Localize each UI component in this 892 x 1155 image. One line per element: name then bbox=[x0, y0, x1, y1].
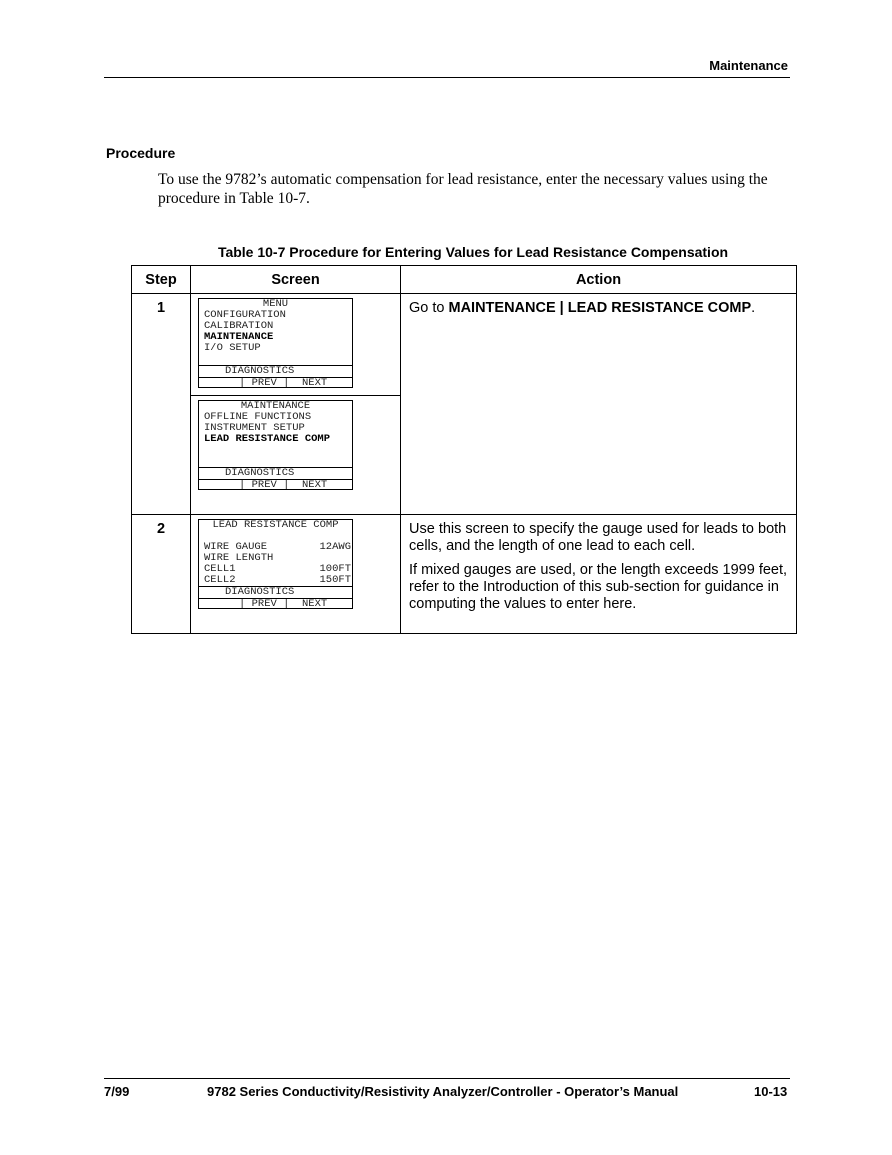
lcd-menu-item: CALIBRATION bbox=[204, 321, 274, 332]
action-cell bbox=[401, 294, 797, 515]
running-header: Maintenance bbox=[709, 58, 788, 73]
lcd-field-label: WIRE LENGTH bbox=[204, 553, 274, 564]
lcd-diagnostics-label: DIAGNOSTICS bbox=[199, 586, 352, 598]
lcd-title: MAINTENANCE bbox=[240, 401, 311, 412]
action-text: If mixed gauges are used, or the length exceeds 1999 feet, refer to the Introduction of this sub-section for guidance in computing the values to enter here. bbox=[409, 562, 788, 612]
lcd-field-value: 12AWG bbox=[319, 542, 351, 553]
lcd-nav-bar: | PREV | NEXT bbox=[199, 377, 352, 387]
lcd-field-value: 100FT bbox=[319, 564, 351, 575]
table-row bbox=[132, 515, 797, 634]
screen-cell bbox=[191, 515, 401, 634]
lcd-field-value: 150FT bbox=[319, 575, 351, 586]
lcd-lead-resistance-screen bbox=[198, 519, 353, 609]
lcd-menu-item: I/O SETUP bbox=[204, 343, 261, 354]
lcd-cell2-row bbox=[199, 575, 352, 586]
intro-paragraph: To use the 9782’s automatic compensation for lead resistance, enter the necessary values using the procedure in Table 10-7. bbox=[158, 171, 768, 207]
lcd-nav-bar: | PREV | NEXT bbox=[199, 479, 352, 489]
step-number: 1 bbox=[132, 294, 191, 515]
lcd-menu-item: CONFIGURATION bbox=[204, 310, 286, 321]
lcd-wire-gauge-row bbox=[199, 542, 352, 553]
action-cell bbox=[401, 515, 797, 634]
lcd-field-label: CELL1 bbox=[204, 564, 236, 575]
menu-path: MAINTENANCE | LEAD RESISTANCE COMP bbox=[448, 300, 752, 316]
step-column-header: Step bbox=[132, 266, 191, 294]
lcd-diagnostics-label: DIAGNOSTICS bbox=[199, 467, 352, 479]
header-rule bbox=[104, 77, 790, 78]
lcd-title: MENU bbox=[262, 299, 289, 310]
footer-date: 7/99 bbox=[104, 1084, 130, 1099]
lcd-cell1-row bbox=[199, 564, 352, 575]
lcd-title: LEAD RESISTANCE COMP bbox=[212, 520, 339, 531]
footer-title: 9782 Series Conductivity/Resistivity Analyzer/Controller - Operator’s Manual bbox=[207, 1084, 679, 1099]
table-caption: Table 10-7 Procedure for Entering Values for Lead Resistance Compensation bbox=[217, 244, 729, 260]
lcd-diagnostics-label: DIAGNOSTICS bbox=[199, 365, 352, 377]
lcd-menu-item: INSTRUMENT SETUP bbox=[204, 423, 305, 434]
lcd-menu-screen bbox=[198, 298, 353, 388]
lcd-maintenance-screen bbox=[198, 400, 353, 490]
lcd-nav-bar: | PREV | NEXT bbox=[199, 598, 352, 608]
action-text: Use this screen to specify the gauge used for leads to both cells, and the length of one lead to each cell. bbox=[409, 521, 787, 554]
lcd-field-label: CELL2 bbox=[204, 575, 236, 586]
screen-column-header: Screen bbox=[191, 266, 401, 294]
page-number: 10-13 bbox=[754, 1084, 788, 1099]
table-row bbox=[132, 294, 797, 515]
lcd-menu-item-selected: MAINTENANCE bbox=[204, 332, 274, 343]
step-number: 2 bbox=[132, 515, 191, 634]
footer-rule bbox=[104, 1078, 790, 1079]
screen-cell bbox=[191, 294, 401, 515]
action-text: Go to bbox=[409, 300, 449, 316]
lcd-field-label: WIRE GAUGE bbox=[204, 542, 268, 553]
table-header-row bbox=[132, 266, 797, 294]
action-column-header: Action bbox=[401, 266, 797, 294]
procedure-table bbox=[131, 265, 797, 634]
lcd-menu-item-selected: LEAD RESISTANCE COMP bbox=[204, 434, 331, 445]
action-text: . bbox=[751, 300, 756, 316]
lcd-menu-item: OFFLINE FUNCTIONS bbox=[204, 412, 312, 423]
section-heading: Procedure bbox=[106, 145, 176, 161]
